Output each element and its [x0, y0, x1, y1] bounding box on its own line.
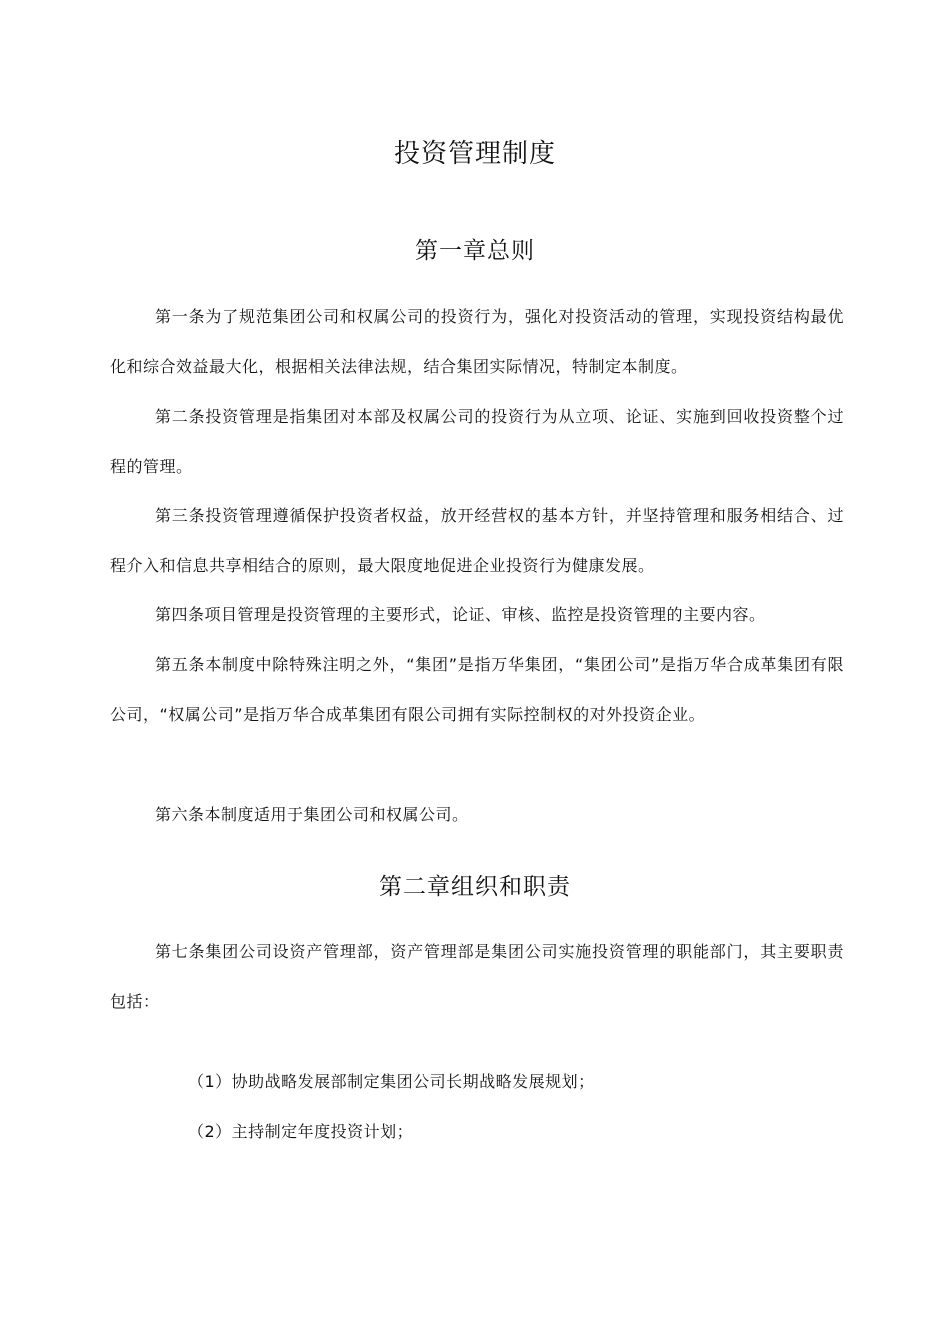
article-7: 第七条集团公司设资产管理部，资产管理部是集团公司实施投资管理的职能部门，其主要职责包括： — [110, 942, 844, 1011]
article-5: 第五条本制度中除特殊注明之外，“集团”是指万华集团，“集团公司”是指万华合成革集团有限公司，“权属公司”是指万华合成革集团有限公司拥有实际控制权的对外投资企业。 — [110, 655, 844, 724]
chapter-1-heading: 第一章总则 — [415, 238, 535, 264]
article-4: 第四条项目管理是投资管理的主要形式，论证、审核、监控是投资管理的主要内容。 — [155, 605, 766, 624]
duty-item-1: （1）协助战略发展部制定集团公司长期战略发展规划； — [188, 1072, 595, 1091]
article-1: 第一条为了规范集团公司和权属公司的投资行为，强化对投资活动的管理，实现投资结构最优化和综合效益最大化，根据相关法律法规，结合集团实际情况，特制定本制度。 — [110, 307, 844, 376]
article-2: 第二条投资管理是指集团对本部及权属公司的投资行为从立项、论证、实施到回收投资整个过程的管理。 — [110, 407, 844, 476]
document-title: 投资管理制度 — [393, 139, 556, 169]
chapter-2-heading: 第二章组织和职责 — [379, 874, 571, 900]
article-6: 第六条本制度适用于集团公司和权属公司。 — [155, 805, 469, 824]
duty-item-2: （2）主持制定年度投资计划； — [188, 1122, 414, 1141]
article-3: 第三条投资管理遵循保护投资者权益，放开经营权的基本方针，并坚持管理和服务相结合、过程介入和信息共享相结合的原则，最大限度地促进企业投资行为健康发展。 — [110, 506, 844, 575]
